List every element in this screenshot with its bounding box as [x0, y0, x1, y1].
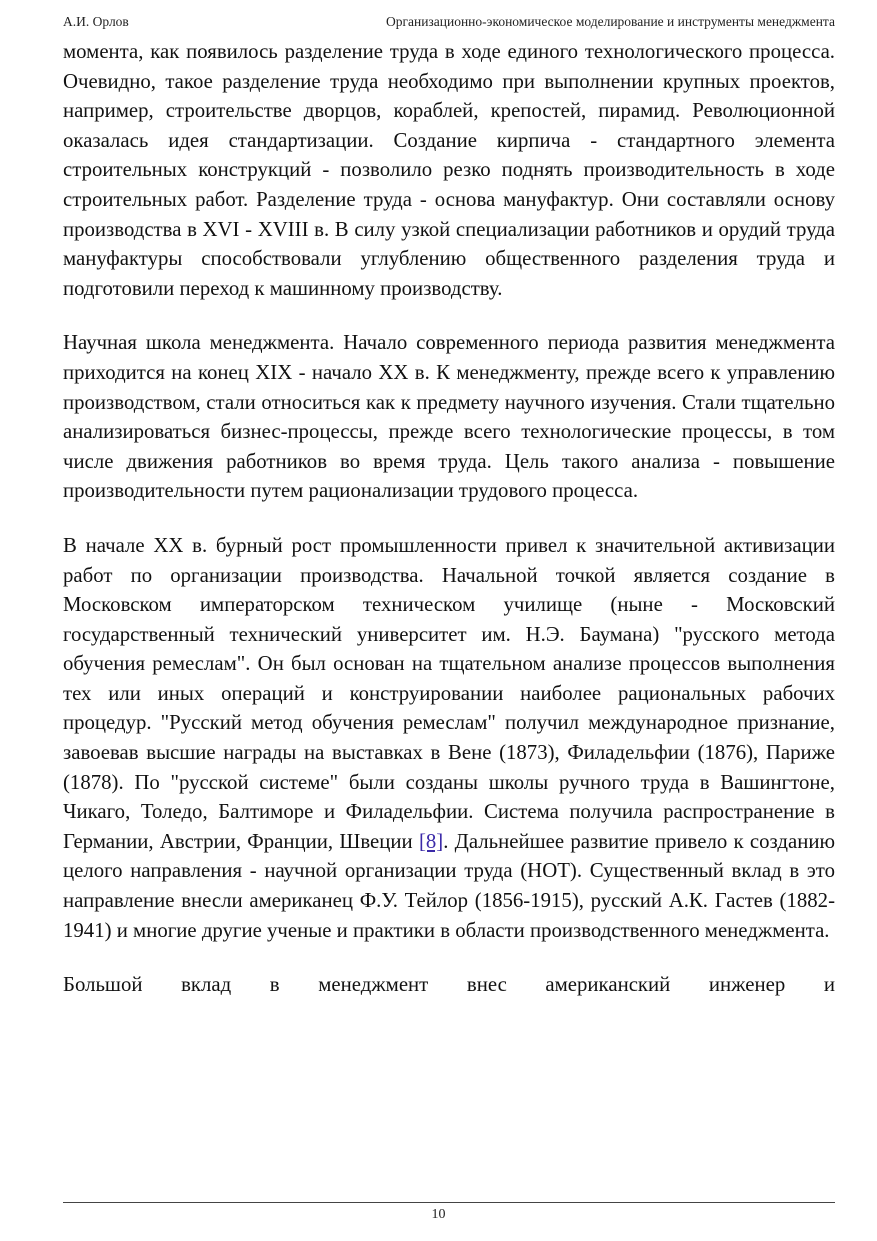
paragraph-4: Большой вклад в менеджмент внес американский инженер и: [63, 973, 835, 997]
paragraph-3-text-before-ref: В начале XX в. бурный рост промышленности привел к значительной активизации работ по организации производства. Начальной точкой является создание в Московском императорском техническом училище (ныне - Московский государственный технический университет им. Н.Э. Баумана) "русского метода обучения ремеслам". Он был основан на тщательном анализе процессов выполнения тех или иных операций и конструировании наиболее рациональных рабочих процедур. "Русский метод обучения ремеслам" получил международное признание, завоевав высшие награды на выставках в Вене (1873), Филадельфии (1876), Париже (1878). По "русской системе" были созданы школы ручного труда в Вашингтоне, Чикаго, Толедо, Балтиморе и Филадельфии. Система получила распространение в Германии, Австрии, Франции, Швеции: [63, 533, 835, 853]
paragraph-3: [63, 531, 835, 945]
page-number: 10: [431, 1207, 446, 1222]
body-text: [63, 37, 835, 1000]
paragraph-1: момента, как появилось разделение труда в ходе единого технологического процесса. Очевидно, такое разделение труда необходимо при выполнении крупных проектов, например, строительстве дворцов, кораблей, крепостей, пирамид. Революционной оказалась идея стандартизации. Создание кирпича - стандартного элемента строительных конструкций - позволило резко поднять производительность в ходе строительных работ. Разделение труда - основа мануфактур. Они составляли основу производства в XVI - XVIII в. В силу узкой специализации работников и орудий труда мануфактуры способствовали углублению общественного разделения труда и подготовили переход к машинному производству.: [63, 40, 835, 300]
header-book-title: Организационно-экономическое моделирование и инструменты менеджмента: [385, 14, 835, 29]
running-header: [63, 14, 835, 36]
header-author: А.И. Орлов: [63, 14, 129, 29]
paragraph-3-text-after-ref: . Дальнейшее развитие привело к созданию целого направления - научной организации труда (НОТ). Существенный вклад в это направление внесли американец Ф.У. Тейлор (1856-1915), русский А.К. Гастев (1882-1941) и многие другие ученые и практики в области производственного менеджмента.: [63, 829, 835, 942]
paragraph-2: Научная школа менеджмента. Начало современного периода развития менеджмента приходится на конец XIX - начало XX в. К менеджменту, прежде всего к управлению производством, стали относиться как к предмету научного изучения. Стали тщательно анализироваться бизнес-процессы, прежде всего технологические процессы, в том числе движения работников во время труда. Цель такого анализа - повышение производительности путем рационализации трудового процесса.: [63, 331, 835, 503]
footer-divider: [63, 1202, 835, 1203]
reference-link-8[interactable]: [8]: [418, 829, 444, 853]
